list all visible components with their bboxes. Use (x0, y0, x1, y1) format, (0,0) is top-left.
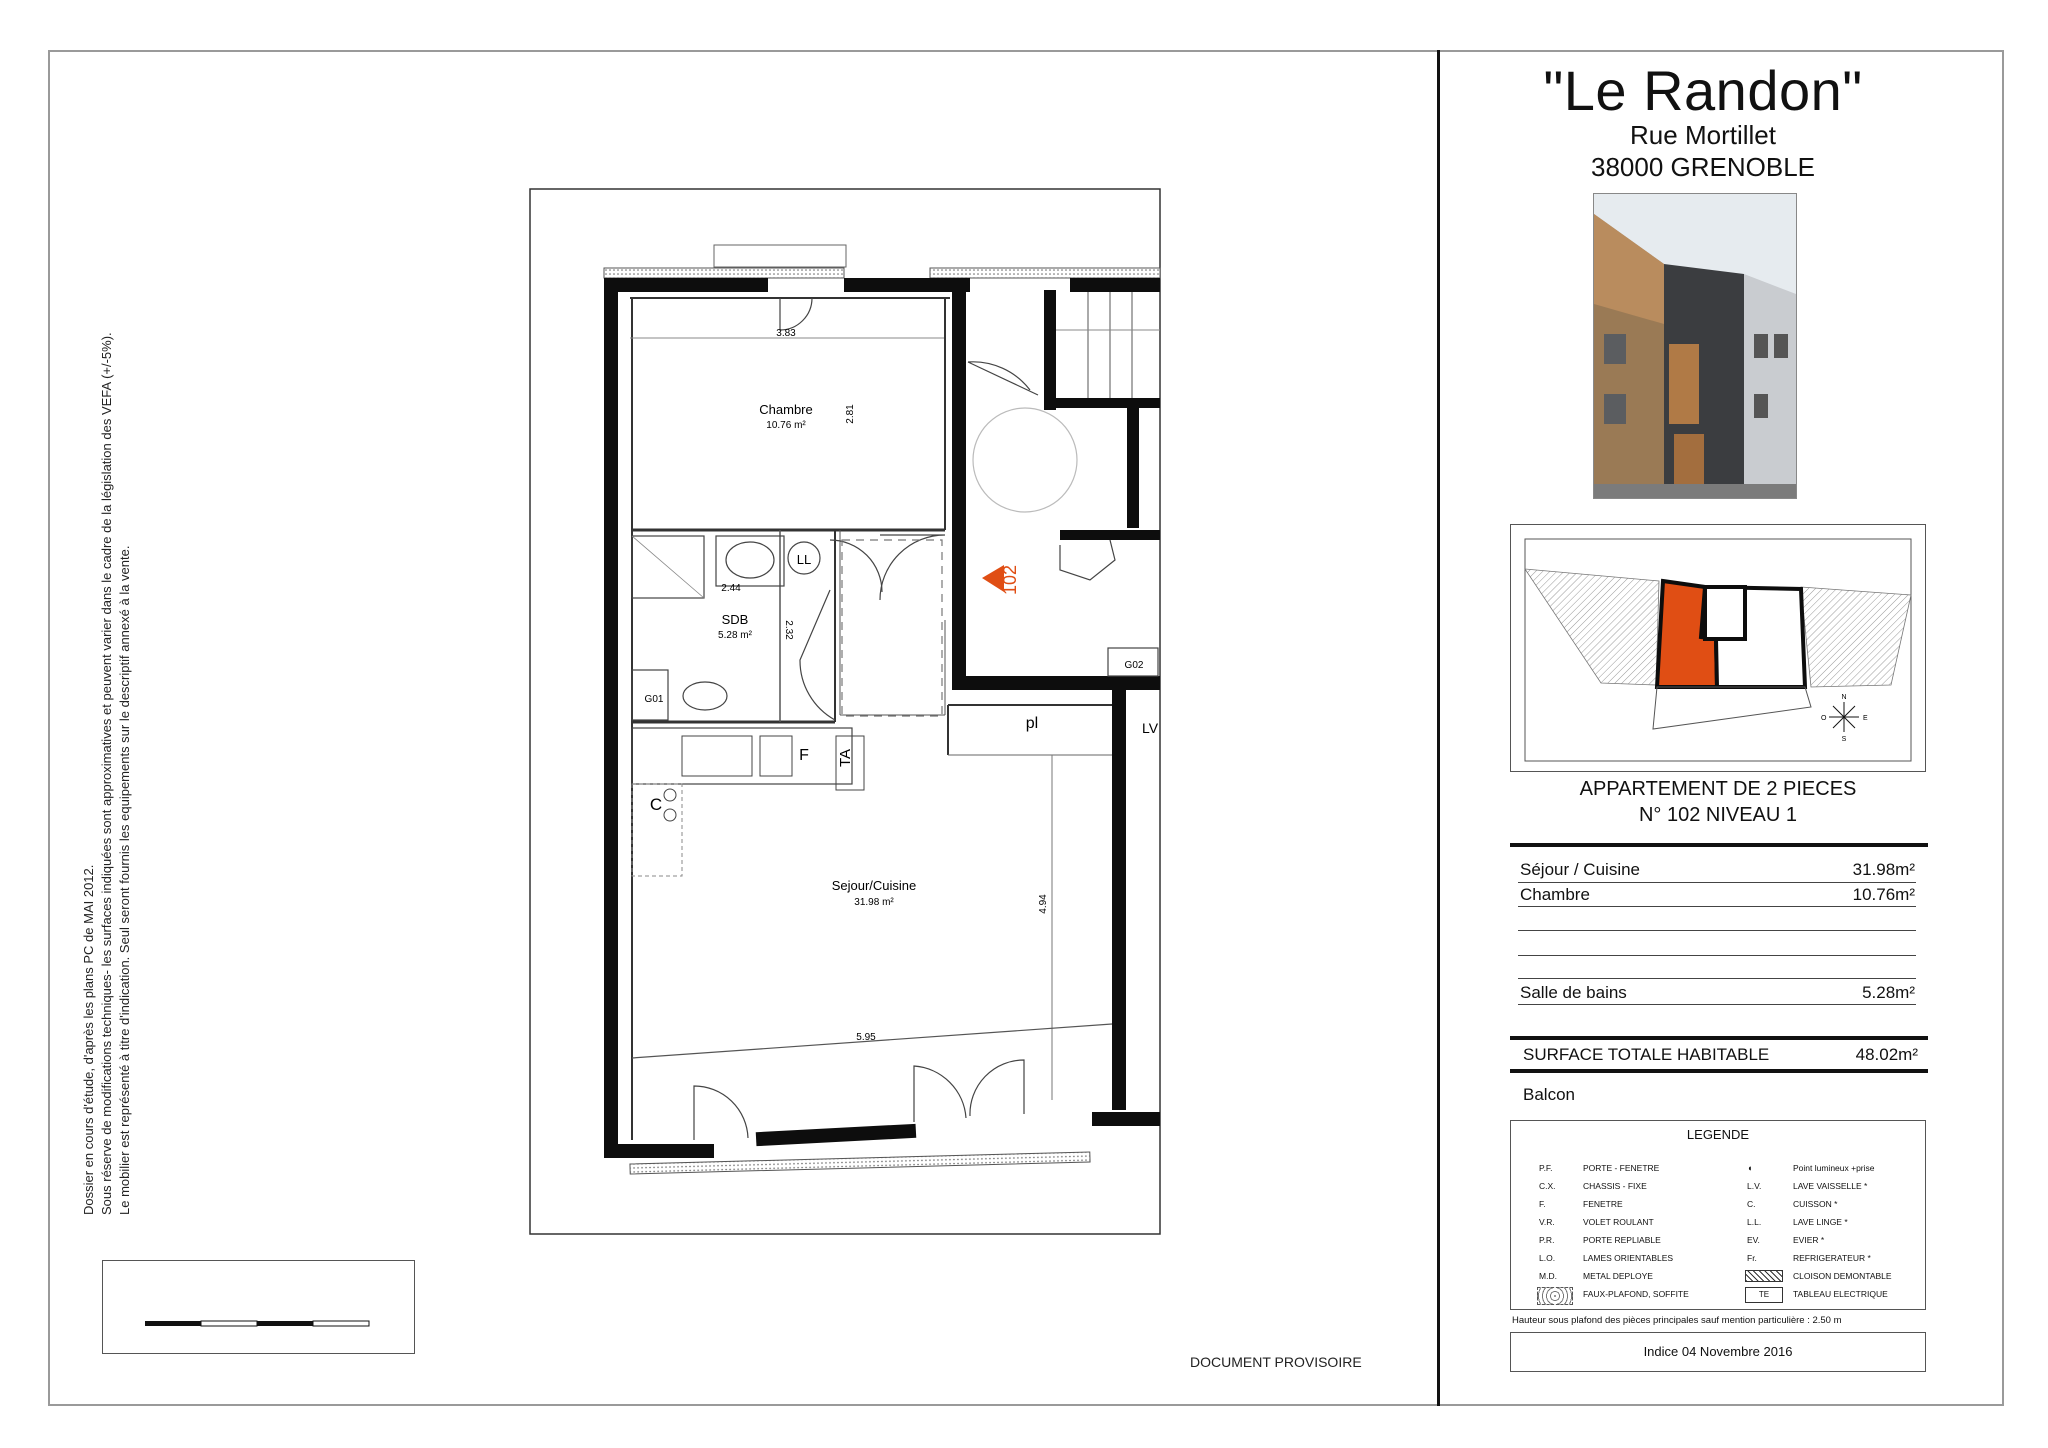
legend-text: PORTE REPLIABLE (1583, 1235, 1661, 1245)
revision-index: Indice 04 Novembre 2016 (1510, 1332, 1926, 1372)
legend-code: Fr. (1747, 1253, 1757, 1263)
legend-text: EVIER * (1793, 1235, 1825, 1245)
compass-east: E (1863, 715, 1868, 722)
legend-code: L.V. (1747, 1181, 1762, 1191)
legend-text: LAVE LINGE * (1793, 1217, 1848, 1227)
legend-code: C. (1747, 1199, 1756, 1209)
site-plan-drawing (1511, 525, 1927, 773)
balcon-label: Balcon (1523, 1085, 1575, 1104)
building-illustration (1594, 194, 1796, 498)
panel-divider (1437, 50, 1440, 1406)
surface-label-chambre: Chambre (1520, 885, 1590, 904)
room-area-sdb: 5.28 m² (718, 630, 752, 641)
legend-text: REFRIGERATEUR * (1793, 1253, 1871, 1263)
room-name-chambre: Chambre (759, 402, 813, 417)
legend-code: EV. (1747, 1235, 1760, 1245)
apartment-type: APPARTEMENT DE 2 PIECES (1579, 778, 1857, 800)
legend-text: TABLEAU ELECTRIQUE (1793, 1289, 1888, 1299)
legend-title: LEGENDE (1686, 1127, 1750, 1142)
legend-text: FAUX-PLAFOND, SOFFITE (1583, 1289, 1689, 1299)
compass-west: O (1821, 715, 1827, 722)
surface-value-sdb: 5.28m² (1862, 983, 1915, 1002)
legend (1510, 1120, 1926, 1310)
legend-code: L.L. (1747, 1217, 1762, 1227)
legend-code: F. (1539, 1199, 1546, 1209)
table-row-rule (1518, 930, 1916, 931)
surface-label-sdb: Salle de bains (1520, 983, 1627, 1002)
project-name: "Le Randon" (1543, 59, 1863, 122)
compass-north: N (1841, 694, 1847, 701)
light-point-icon: ◖ (1747, 1163, 1753, 1173)
dimension-label: 2.44 (721, 583, 741, 594)
dimension-label: 3.83 (776, 328, 796, 339)
legend-code: C.X. (1539, 1181, 1556, 1191)
project-street: Rue Mortillet (1630, 120, 1776, 150)
disclaimer-line: Dossier en cours d'étude, d'après les plans PC de MAI 2012. (81, 864, 96, 1215)
table-row-rule (1518, 906, 1916, 907)
table-row-rule (1518, 1004, 1916, 1005)
legend-text: LAVE VAISSELLE * (1793, 1181, 1868, 1191)
tag-g01: G01 (644, 694, 664, 705)
legend-text: Point lumineux +prise (1793, 1163, 1875, 1173)
surface-label-sejour: Séjour / Cuisine (1520, 860, 1641, 879)
tag-g02: G02 (1124, 660, 1144, 671)
legend-text: LAMES ORIENTABLES (1583, 1253, 1674, 1263)
surface-value-sejour: 31.98m² (1852, 860, 1915, 879)
compass-south: S (1841, 736, 1847, 743)
room-area-chambre: 10.76 m² (766, 420, 806, 431)
fridge-label: F (799, 747, 809, 764)
legend-text: CLOISON DEMONTABLE (1793, 1271, 1892, 1281)
surface-value-chambre: 10.76m² (1852, 885, 1915, 904)
dimension-label: 4.94 (1038, 894, 1049, 914)
soffit-swatch (1537, 1287, 1573, 1305)
total-value: 48.02m² (1855, 1045, 1918, 1064)
removable-partition-swatch (1745, 1270, 1783, 1282)
project-city: 38000 GRENOBLE (1590, 152, 1815, 182)
site-plan (1510, 524, 1926, 772)
total-label: SURFACE TOTALE HABITABLE (1523, 1045, 1770, 1064)
table-row-rule (1518, 978, 1916, 979)
document-status: DOCUMENT PROVISOIRE (1190, 1354, 1362, 1370)
legend-text: PORTE - FENETRE (1583, 1163, 1660, 1173)
table-row-rule (1518, 955, 1916, 956)
legend-text: FENETRE (1583, 1199, 1623, 1209)
room-name-sdb: SDB (721, 612, 749, 627)
total-bottom-rule (1510, 1069, 1928, 1073)
room-area-sejour: 31.98 m² (854, 897, 894, 908)
apartment-number: N° 102 NIVEAU 1 (1638, 804, 1798, 826)
legend-code: P.R. (1539, 1235, 1555, 1245)
legend-text: CHASSIS - FIXE (1583, 1181, 1647, 1191)
total-top-rule (1510, 1036, 1928, 1040)
legend-text: CUISSON * (1793, 1199, 1838, 1209)
room-name-sejour: Sejour/Cuisine (831, 878, 917, 893)
cooking-label: C (649, 795, 663, 814)
legend-code: V.R. (1539, 1217, 1555, 1227)
table-row-rule (1518, 882, 1916, 883)
disclaimer-line: Sous réserve de modifications techniques- les surfaces indiquées sont approximatives et peuvent varier dans le cadre de la législation des VEFA (+/-5%). (99, 332, 114, 1215)
legend-text: METAL DEPLOYE (1583, 1271, 1653, 1281)
closet-label: pl (1025, 715, 1039, 732)
electrical-panel-swatch: TE (1745, 1287, 1783, 1303)
legend-text: VOLET ROULANT (1583, 1217, 1654, 1227)
legend-code: L.O. (1539, 1253, 1556, 1263)
unit-number: 102 (1000, 564, 1020, 596)
legend-code: M.D. (1539, 1271, 1557, 1281)
disclaimer-line: Le mobilier est représenté à titre d'indication. Seul seront fournis les equipements sur le descriptif annexé à la vente. (117, 545, 132, 1215)
dishwasher-label: LV (1141, 720, 1159, 736)
legend-code: P.F. (1539, 1163, 1553, 1173)
electrical-panel-label: TA (837, 748, 854, 768)
building-photo (1593, 193, 1797, 499)
washing-machine-label: LL (796, 552, 812, 567)
dimension-label: 2.81 (845, 404, 856, 424)
table-top-rule (1510, 843, 1928, 847)
dimension-label: 5.95 (856, 1032, 876, 1043)
dimension-label: 2.32 (783, 620, 794, 640)
ceiling-height-note: Hauteur sous plafond des pièces principales sauf mention particulière : 2.50 m (1512, 1315, 1842, 1326)
